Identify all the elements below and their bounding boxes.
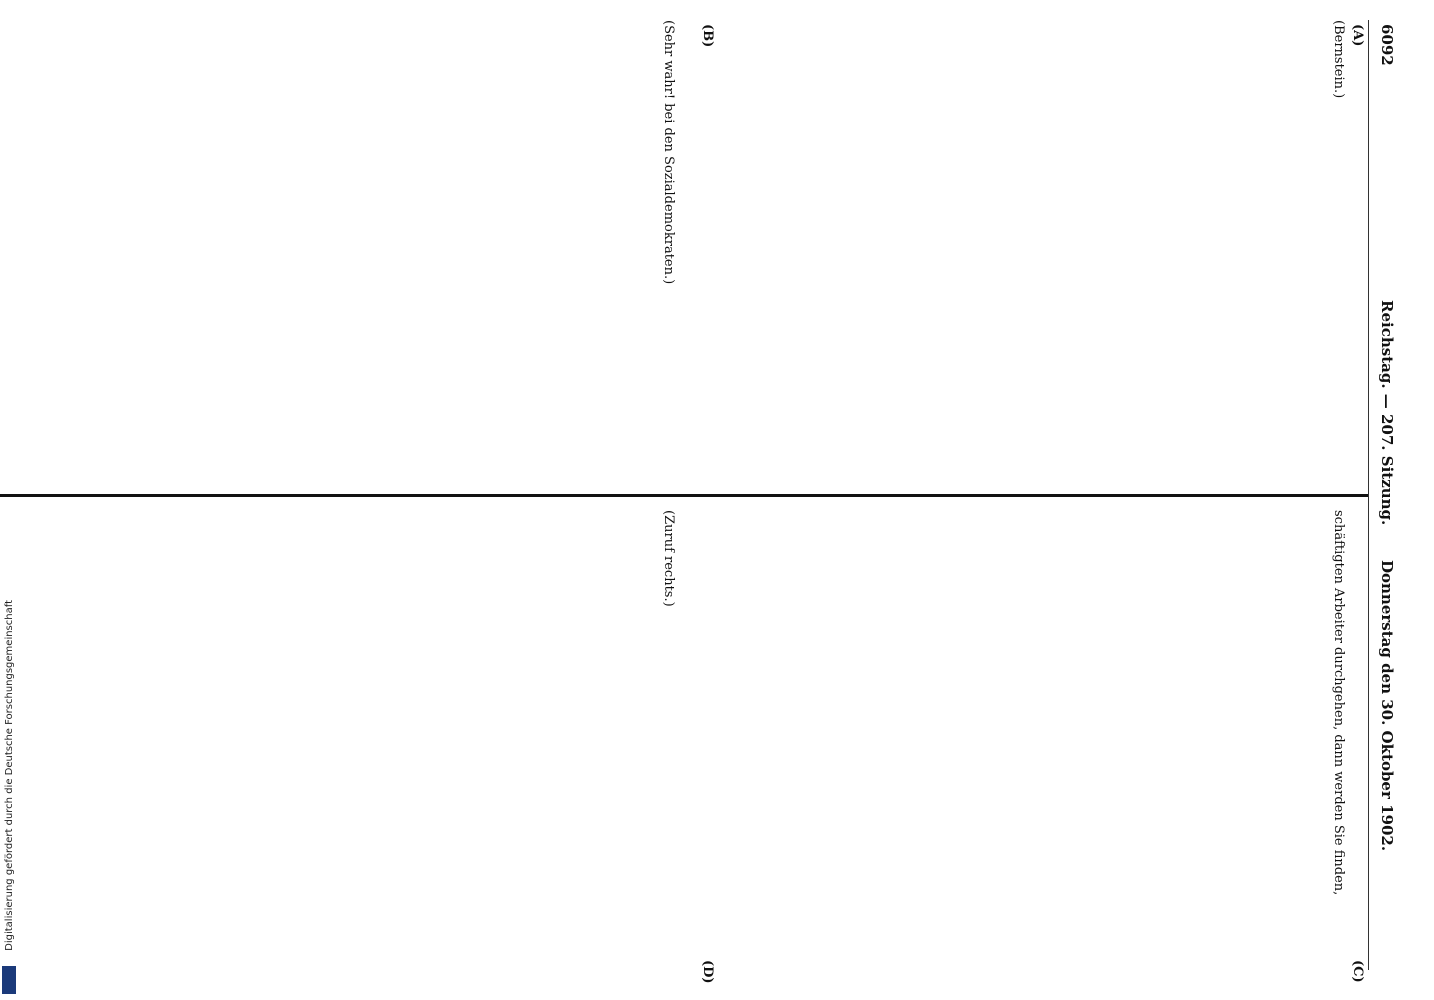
- margin-marker-a: (A): [1350, 24, 1365, 47]
- digitization-credit: Digitalisierung gefördert durch die Deutsche Forschungsgemeinschaft: [4, 600, 15, 951]
- text-column-4: [70, 510, 690, 980]
- margin-marker-b: (B): [700, 24, 715, 48]
- page-number: 6092: [1378, 24, 1396, 66]
- page-date: Donnerstag den 30. Oktober 1902.: [1378, 560, 1396, 852]
- speaker-name: (Bernstein.): [1331, 20, 1346, 99]
- text-column-2: [70, 20, 690, 480]
- column-divider: [0, 494, 1368, 497]
- header-rule: [1368, 20, 1369, 970]
- dfg-logo: [2, 966, 16, 994]
- interjection: (Zuruf rechts.): [661, 510, 676, 607]
- column-text: schäftigten Arbeiter durchgehen, dann werden Sie finden,: [1331, 510, 1346, 896]
- text-column-1: [700, 20, 1360, 480]
- page-header: [1378, 0, 1408, 1000]
- page-title: Reichstag. — 207. Sitzung.: [1378, 300, 1396, 526]
- margin-marker-d: (D): [700, 960, 715, 984]
- text-column-3: [700, 510, 1360, 980]
- interjection: (Sehr wahr! bei den Sozialdemokraten.): [661, 20, 676, 285]
- margin-marker-c: (C): [1350, 960, 1365, 983]
